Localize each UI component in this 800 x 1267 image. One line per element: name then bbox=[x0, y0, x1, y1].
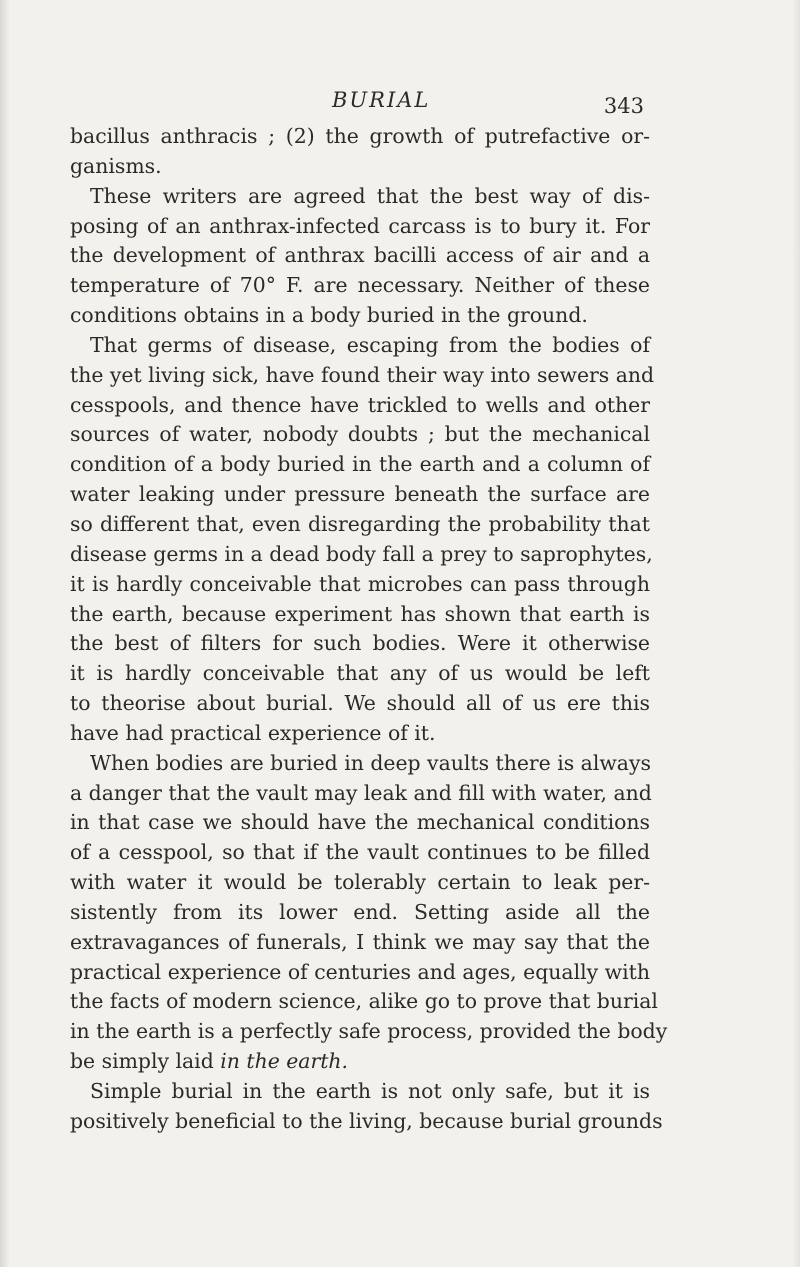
page-number: 343 bbox=[603, 94, 644, 118]
text-line: the yet living sick, have found their way into sewers and bbox=[70, 362, 655, 387]
text-line: disease germs in a dead body fall a prey to saprophytes, bbox=[70, 541, 653, 566]
text-line: posing of an anthrax-infected carcass is to bury it. For bbox=[70, 213, 650, 238]
text-line: sistently from its lower end. Setting aside all the bbox=[70, 899, 650, 924]
text-line: the earth, because experiment has shown that earth is bbox=[70, 601, 650, 626]
italic-phrase: in the earth. bbox=[220, 1049, 349, 1074]
text-line: positively beneficial to the living, because burial grounds bbox=[70, 1108, 663, 1133]
text-line: cesspools, and thence have trickled to wells and other bbox=[70, 392, 650, 417]
text-line: the facts of modern science, alike go to prove that burial bbox=[70, 989, 658, 1014]
text-line: bacillus anthracis ; (2) the growth of putrefactive or- bbox=[70, 124, 650, 148]
text-line bbox=[70, 1047, 650, 1077]
paragraph-start-line: Simple burial in the earth is not only safe, but it is bbox=[90, 1079, 650, 1103]
text-line: so different that, even disregarding the probability that bbox=[70, 511, 650, 536]
paragraph-start-line: That germs of disease, escaping from the bodies of bbox=[90, 332, 650, 357]
text-line: with water it would be tolerably certain to leak per- bbox=[70, 870, 650, 895]
text-line: water leaking under pressure beneath the surface are bbox=[70, 482, 650, 507]
body-text bbox=[70, 122, 668, 1137]
text-line: condition of a body buried in the earth and a column of bbox=[70, 452, 650, 477]
page-header bbox=[70, 84, 650, 124]
text-line: the best of filters for such bodies. Were it otherwise bbox=[70, 631, 650, 656]
text-line: ganisms. bbox=[70, 153, 162, 178]
text-line: it is hardly conceivable that any of us would be left bbox=[70, 661, 650, 686]
text-line: sources of water, nobody doubts ; but the mechanical bbox=[70, 422, 650, 447]
running-head: BURIAL bbox=[332, 88, 431, 112]
page-edge-left bbox=[0, 0, 10, 1267]
page-edge-right bbox=[792, 0, 800, 1267]
text-line: it is hardly conceivable that microbes can pass through bbox=[70, 571, 650, 596]
paragraph-start-line: When bodies are buried in deep vaults there is always bbox=[90, 750, 651, 775]
text-line: extravagances of funerals, I think we may say that the bbox=[70, 929, 650, 954]
paragraph-start-line: These writers are agreed that the best way of dis- bbox=[90, 183, 650, 208]
text-line: have had practical experience of it. bbox=[70, 720, 436, 745]
text-line: of a cesspool, so that if the vault continues to be filled bbox=[70, 840, 650, 865]
text-line: temperature of 70° F. are necessary. Neither of these bbox=[70, 273, 650, 298]
text-line: conditions obtains in a body buried in the ground. bbox=[70, 303, 588, 328]
text-line: the development of anthrax bacilli access of air and a bbox=[70, 243, 650, 268]
text-line: in the earth is a perfectly safe process, provided the body bbox=[70, 1019, 668, 1044]
text-fragment: be simply laid bbox=[70, 1049, 221, 1074]
text-line: practical experience of centuries and ages, equally with bbox=[70, 959, 650, 984]
text-line: to theorise about burial. We should all of us ere this bbox=[70, 691, 650, 716]
text-line: in that case we should have the mechanical conditions bbox=[70, 810, 650, 835]
text-line: a danger that the vault may leak and fill with water, and bbox=[70, 780, 652, 805]
